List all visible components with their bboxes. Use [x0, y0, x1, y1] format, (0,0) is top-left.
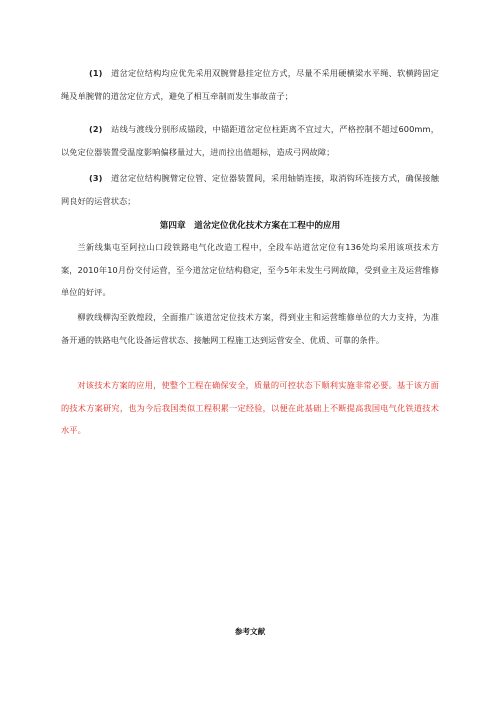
conclusion-paragraph: 对该技术方案的应用，使整个工程在确保安全，质量的可控状态下顺利实施非常必要。基于该方面的技术方案研究，也为今后我国类似工程积累一定经验，以便在此基础上不断提高我国电气化铁道技术水平。 [61, 380, 439, 435]
list-item-2 [61, 118, 439, 163]
list-item-number: (2) [89, 124, 103, 134]
list-item-number: (3) [89, 173, 103, 183]
references-heading: 参考文献 [234, 627, 266, 636]
list-item-text: 站线与渡线分别形成锚段，中锚距道岔定位柱距离不宜过大，严格控制不超过600mm，以免定位器装置受温度影响偏移量过大，进而拉出值超标，造成弓网故障； [61, 124, 439, 157]
list-item-text: 道岔定位结构腕臂定位管、定位器装置间，采用轴销连接，取消钩环连接方式，确保接触网良好的运营状态； [61, 173, 439, 206]
list-item-3 [61, 167, 439, 212]
list-item-text: 道岔定位结构均应优先采用双腕臂悬挂定位方式，尽量不采用硬横梁水平绳、软横跨固定绳及单腕臂的道岔定位方式，避免了相互牵制而发生事故苗子； [61, 68, 439, 101]
list-item-1 [61, 62, 439, 107]
list-item-number: (1) [89, 68, 103, 78]
body-paragraph: 柳敦线柳沟至敦煌段，全面推广该道岔定位技术方案，得到业主和运营维修单位的大力支持，为准备开通的铁路电气化设备运营状态、接触网工程施工达到运营安全、优质、可靠的条件。 [61, 312, 439, 345]
chapter-heading: 第四章 道岔定位优化技术方案在工程中的应用 [159, 221, 341, 231]
body-paragraph: 兰新线集屯至阿拉山口段铁路电气化改造工程中，全段车站道岔定位有136处均采用该项技术方案，2010年10月份交付运营，至今道岔定位结构稳定，至今5年未发生弓网故障，受到业主及运营维修单位的好评。 [61, 242, 439, 297]
